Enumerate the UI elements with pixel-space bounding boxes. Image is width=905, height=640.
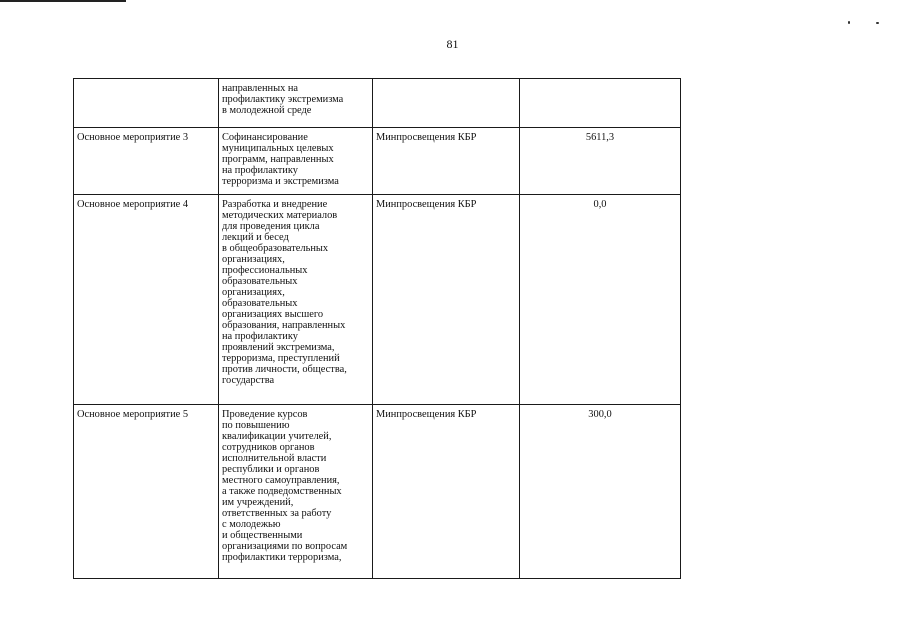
description-line: организациях,: [222, 254, 285, 265]
description-line: организациями по вопросам: [222, 541, 348, 552]
description-line: терроризма, преступлений: [222, 353, 340, 364]
description-line: и общественными: [222, 530, 303, 541]
description-line: против личности, общества,: [222, 364, 347, 375]
description-line: Софинансирование: [222, 132, 308, 143]
page-number: 81: [446, 37, 459, 51]
description-line: по повышению: [222, 420, 290, 431]
top-rule: [0, 0, 126, 2]
description-line: образовательных: [222, 298, 298, 309]
description-line: методических материалов: [222, 210, 338, 221]
executor-cell: Минпросвещения КБР: [373, 405, 520, 579]
description-line: исполнительной власти: [222, 453, 327, 464]
description-line: на профилактику: [222, 331, 298, 342]
event-description-cell: [219, 195, 373, 405]
description-line: организациях высшего: [222, 309, 324, 320]
description-line: а также подведомственных: [222, 486, 342, 497]
program-events-table: [73, 78, 681, 579]
description-line: республики и органов: [222, 464, 320, 475]
event-description-cell: [219, 79, 373, 128]
event-name-cell: Основное мероприятие 4: [74, 195, 219, 405]
description-line: Разработка и внедрение: [222, 199, 328, 210]
description-line: проявлений экстремизма,: [222, 342, 335, 353]
description-line: направленных на: [222, 83, 299, 94]
executor-cell: Минпросвещения КБР: [373, 195, 520, 405]
executor-cell: Минпросвещения КБР: [373, 128, 520, 195]
table-row: [74, 195, 681, 405]
description-line: образовательных: [222, 276, 298, 287]
description-line: профилактику экстремизма: [222, 94, 344, 105]
description-line: терроризма и экстремизма: [222, 176, 339, 187]
event-name-cell: Основное мероприятие 5: [74, 405, 219, 579]
description-line: ответственных за работу: [222, 508, 332, 519]
table-row: [74, 128, 681, 195]
description-line: для проведения цикла: [222, 221, 320, 232]
description-line: Проведение курсов: [222, 409, 308, 420]
event-name-cell: [74, 79, 219, 128]
amount-cell: 0,0: [520, 195, 681, 405]
description-line: на профилактику: [222, 165, 298, 176]
event-description-cell: [219, 128, 373, 195]
amount-cell: [520, 79, 681, 128]
description-line: образования, направленных: [222, 320, 346, 331]
description-line: муниципальных целевых: [222, 143, 334, 154]
description-line: программ, направленных: [222, 154, 334, 165]
description-line: лекций и бесед: [222, 232, 289, 243]
description-line: в молодежной среде: [222, 105, 312, 116]
executor-cell: [373, 79, 520, 128]
amount-cell: 300,0: [520, 405, 681, 579]
description-line: квалификации учителей,: [222, 431, 332, 442]
description-line: им учреждений,: [222, 497, 294, 508]
table-row: [74, 79, 681, 128]
table-row: [74, 405, 681, 579]
event-description-cell: [219, 405, 373, 579]
description-line: местного самоуправления,: [222, 475, 340, 486]
description-line: в общеобразовательных: [222, 243, 329, 254]
scan-speck: [848, 21, 850, 24]
description-line: профилактики терроризма,: [222, 552, 342, 563]
amount-cell: 5611,3: [520, 128, 681, 195]
description-line: организациях,: [222, 287, 285, 298]
scan-speck: [876, 22, 879, 24]
description-line: сотрудников органов: [222, 442, 315, 453]
description-line: с молодежью: [222, 519, 281, 530]
event-name-cell: Основное мероприятие 3: [74, 128, 219, 195]
description-line: государства: [222, 375, 275, 386]
description-line: профессиональных: [222, 265, 308, 276]
